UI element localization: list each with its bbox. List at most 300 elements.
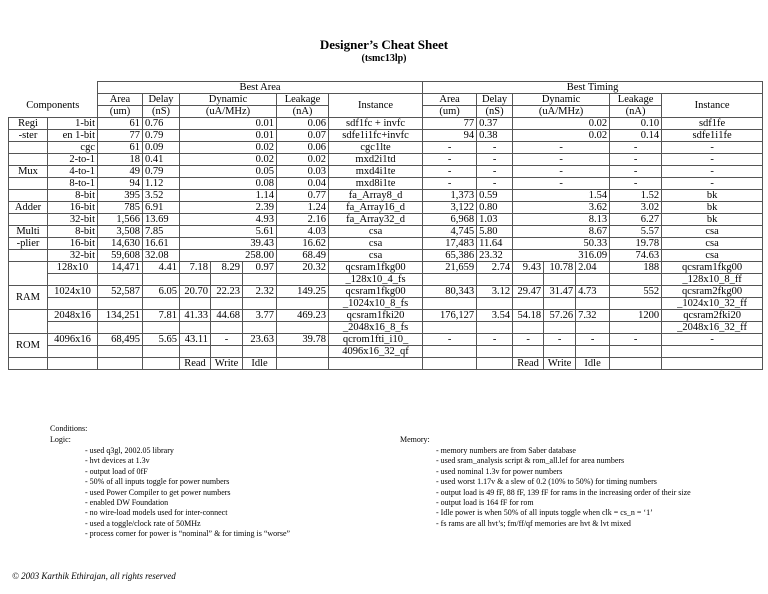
cell: 0.41 [143, 154, 180, 166]
cell: - [477, 334, 513, 346]
cell: 5.57 [610, 226, 662, 238]
cell: 0.37 [477, 118, 513, 130]
cell: - [477, 178, 513, 190]
cell: - [662, 154, 763, 166]
cell: 29.47 [513, 286, 544, 298]
cell: 0.59 [477, 190, 513, 202]
cell: 3.77 [243, 310, 277, 322]
cell: bk [662, 190, 763, 202]
cell: qcsram1fki20 [329, 310, 423, 322]
group-label [9, 178, 48, 190]
cell: 0.01 [180, 130, 277, 142]
list-item: - fs rams are all hvt’s; fm/ff/qf memories are hvt & lvt mixed [436, 518, 631, 528]
cell: 61 [98, 118, 143, 130]
header-row-2 [9, 94, 763, 106]
cell: 65,386 [423, 250, 477, 262]
cell: 3.62 [513, 202, 610, 214]
cell [143, 358, 180, 370]
cell [277, 298, 329, 310]
cell: 43.11 [180, 334, 211, 346]
cell: 5.80 [477, 226, 513, 238]
group-label: RAM [9, 286, 48, 310]
cell: 31.47 [544, 286, 576, 298]
list-item: - used a toggle/clock rate of 50MHz [85, 518, 201, 528]
cell [610, 358, 662, 370]
cell: 0.06 [277, 118, 329, 130]
cell [211, 298, 243, 310]
cell: 6,968 [423, 214, 477, 226]
row-label: 32-bit [48, 250, 98, 262]
cell: - [423, 154, 477, 166]
cell [98, 322, 143, 334]
cell: 39.78 [277, 334, 329, 346]
cell: 188 [610, 262, 662, 274]
cell: sdf1fc + invfc [329, 118, 423, 130]
cell [513, 322, 544, 334]
cell: 4.03 [277, 226, 329, 238]
cell [48, 298, 98, 310]
cell: - [477, 142, 513, 154]
cell: 0.76 [143, 118, 180, 130]
list-item: - enabled DW Foundation [85, 498, 169, 508]
cell [477, 346, 513, 358]
cell: 0.80 [477, 202, 513, 214]
cell: 2.16 [277, 214, 329, 226]
delay-header: Delay [477, 94, 513, 106]
cell: 2.32 [243, 286, 277, 298]
cell: 1.24 [277, 202, 329, 214]
group-label [9, 190, 48, 202]
cell: 785 [98, 202, 143, 214]
cell [98, 358, 143, 370]
group-label [9, 262, 48, 286]
cell: 258.00 [180, 250, 277, 262]
cell [48, 322, 98, 334]
cell: 14,630 [98, 238, 143, 250]
cell: _128x10_4_fs [329, 274, 423, 286]
cell: 6.05 [143, 286, 180, 298]
table-row [9, 310, 763, 322]
cell: 77 [98, 130, 143, 142]
cell [277, 322, 329, 334]
cell: cgc1lte [329, 142, 423, 154]
instance-header: Instance [662, 94, 763, 118]
cell [211, 274, 243, 286]
cell: 0.14 [610, 130, 662, 142]
cell: - [513, 178, 610, 190]
cell: 2.39 [180, 202, 277, 214]
cell: 0.02 [513, 118, 610, 130]
cell: 0.03 [277, 166, 329, 178]
cell: 3.54 [477, 310, 513, 322]
cell: 6.27 [610, 214, 662, 226]
cell [98, 274, 143, 286]
table-row [9, 298, 763, 310]
cell: mxd2i1td [329, 154, 423, 166]
area-unit: (um) [423, 106, 477, 118]
cell: - [423, 178, 477, 190]
cell: 8.67 [513, 226, 610, 238]
cell [576, 346, 610, 358]
cell: 59,608 [98, 250, 143, 262]
components-header: Components [9, 94, 98, 118]
delay-unit: (nS) [143, 106, 180, 118]
cell [544, 346, 576, 358]
cell: bk [662, 214, 763, 226]
table-row [9, 202, 763, 214]
list-item: - 50% of all inputs toggle for power numbers [85, 477, 230, 487]
group-label: -plier [9, 238, 48, 250]
table-row [9, 118, 763, 130]
table-row [9, 214, 763, 226]
cell: 7.81 [143, 310, 180, 322]
cell: 0.77 [277, 190, 329, 202]
group-label: ROM [9, 334, 48, 358]
cell: 18 [98, 154, 143, 166]
memory-label: Memory: [400, 435, 430, 444]
cell: csa [329, 226, 423, 238]
cell [48, 358, 98, 370]
cell: 23.63 [243, 334, 277, 346]
cell [513, 298, 544, 310]
area-header: Area [98, 94, 143, 106]
cell: 1,566 [98, 214, 143, 226]
list-item: - output load of 0fF [85, 466, 148, 476]
cell: - [513, 166, 610, 178]
cell: mxd4i1te [329, 166, 423, 178]
cell [513, 346, 544, 358]
cell: 16.62 [277, 238, 329, 250]
cell: 3,508 [98, 226, 143, 238]
group-label [9, 142, 48, 154]
cell: 0.04 [277, 178, 329, 190]
cell: 52,587 [98, 286, 143, 298]
cell: 0.02 [180, 154, 277, 166]
cell: 134,251 [98, 310, 143, 322]
cell: 8.13 [513, 214, 610, 226]
cell: 41.33 [180, 310, 211, 322]
table-row [9, 262, 763, 274]
leakage-unit: (nA) [277, 106, 329, 118]
page-title: Designer’s Cheat Sheet [319, 37, 449, 52]
cell: sdfe1i1fc+invfc [329, 130, 423, 142]
row-label: 1024x10 [48, 286, 98, 298]
cell: 0.79 [143, 130, 180, 142]
cell: - [477, 166, 513, 178]
cell [277, 274, 329, 286]
cell: 0.79 [143, 166, 180, 178]
group-label [9, 154, 48, 166]
table-row [9, 334, 763, 346]
idle-label: Idle [243, 358, 277, 370]
cell: 4.93 [180, 214, 277, 226]
cell [610, 298, 662, 310]
cell [143, 346, 180, 358]
cell: - [477, 154, 513, 166]
cell: - [662, 142, 763, 154]
cell: - [423, 334, 477, 346]
row-label: 1-bit [48, 118, 98, 130]
cell: 11.64 [477, 238, 513, 250]
cell [243, 322, 277, 334]
delay-header: Delay [143, 94, 180, 106]
cell: 3.02 [610, 202, 662, 214]
power-mode-row [9, 358, 763, 370]
group-label: Mux [9, 166, 48, 178]
cell: 21,659 [423, 262, 477, 274]
cell: _2048x16_32_ff [662, 322, 763, 334]
cell: _2048x16_8_fs [329, 322, 423, 334]
row-label: 2-to-1 [48, 154, 98, 166]
cell [9, 358, 48, 370]
cell [544, 298, 576, 310]
group-label: Regi [9, 118, 48, 130]
cell [513, 274, 544, 286]
cell: qcsram1fkg00 [329, 286, 423, 298]
cell: 32.08 [143, 250, 180, 262]
cell: qcsram1fkg00 [662, 262, 763, 274]
cell: qcsram1fkg00 [329, 262, 423, 274]
cell [243, 274, 277, 286]
cell: fa_Array8_d [329, 190, 423, 202]
list-item: - used worst 1.17v & a slew of 0.2 (10% to 50%) for timing numbers [436, 477, 657, 487]
cell: qcsram2fkg00 [662, 286, 763, 298]
cell [423, 358, 477, 370]
best-area-header: Best Area [98, 82, 423, 94]
cell: 49 [98, 166, 143, 178]
cell: 39.43 [180, 238, 277, 250]
header-row-1 [9, 82, 763, 94]
cell: 94 [423, 130, 477, 142]
cell [143, 274, 180, 286]
cell: 8.29 [211, 262, 243, 274]
cell [98, 298, 143, 310]
cell: 0.02 [513, 130, 610, 142]
cell: 0.02 [277, 154, 329, 166]
cell: qcrom1fti_i10_ [329, 334, 423, 346]
list-item: - memory numbers are from Saber database [436, 446, 576, 455]
table-row [9, 286, 763, 298]
cell: 176,127 [423, 310, 477, 322]
cell [423, 298, 477, 310]
row-label: cgc [48, 142, 98, 154]
cell: fa_Array16_d [329, 202, 423, 214]
conditions-label: Conditions: [50, 424, 88, 433]
write-label: Write [544, 358, 576, 370]
cell: 552 [610, 286, 662, 298]
cell: 13.69 [143, 214, 180, 226]
cell: - [610, 142, 662, 154]
cell: 4096x16_32_qf [329, 346, 423, 358]
cell [180, 298, 211, 310]
cell: 17,483 [423, 238, 477, 250]
cell: 7.18 [180, 262, 211, 274]
table-row [9, 274, 763, 286]
cell: csa [329, 250, 423, 262]
cell: 23.32 [477, 250, 513, 262]
cell: 1,373 [423, 190, 477, 202]
cell: 0.01 [180, 118, 277, 130]
header-blank [48, 82, 98, 94]
row-label: 128x10 [48, 262, 98, 274]
cell: 5.65 [143, 334, 180, 346]
cell: - [544, 334, 576, 346]
table-row [9, 346, 763, 358]
group-label: -ster [9, 130, 48, 142]
cell: 0.02 [180, 142, 277, 154]
cell: 68.49 [277, 250, 329, 262]
cell: - [513, 154, 610, 166]
cell [576, 274, 610, 286]
read-label: Read [513, 358, 544, 370]
group-label: Adder [9, 202, 48, 214]
cell: 20.32 [277, 262, 329, 274]
cell: 0.08 [180, 178, 277, 190]
row-label: 2048x16 [48, 310, 98, 322]
cell: 7.32 [576, 310, 610, 322]
list-item: - output load is 164 fF for rom [436, 498, 534, 508]
cell: 7.85 [143, 226, 180, 238]
page-subtitle: (tsmc13lp) [361, 53, 407, 64]
area-unit: (um) [98, 106, 143, 118]
copyright-notice: © 2003 Karthik Ethirajan, all rights reserved [12, 571, 176, 581]
cell [576, 322, 610, 334]
cell: 1.12 [143, 178, 180, 190]
list-item: - used nominal 1.3v for power numbers [436, 466, 563, 476]
cell: 19.78 [610, 238, 662, 250]
delay-unit: (nS) [477, 106, 513, 118]
cell: 395 [98, 190, 143, 202]
cell: 0.05 [180, 166, 277, 178]
cell: - [610, 154, 662, 166]
cell: 4.73 [576, 286, 610, 298]
cheat-sheet-table [8, 81, 763, 370]
list-item: - used Power Compiler to get power numbers [85, 487, 231, 497]
cell [477, 322, 513, 334]
list-item: - no wire-load models used for inter-connect [85, 508, 228, 518]
cell: 0.10 [610, 118, 662, 130]
cell: 0.97 [243, 262, 277, 274]
cell [423, 274, 477, 286]
cell: _128x10_8_ff [662, 274, 763, 286]
cell [477, 274, 513, 286]
cell: 9.43 [513, 262, 544, 274]
cell: - [662, 166, 763, 178]
cell [477, 358, 513, 370]
cell [48, 274, 98, 286]
table-row [9, 178, 763, 190]
cell: 10.78 [544, 262, 576, 274]
cell [277, 358, 329, 370]
cell: 0.09 [143, 142, 180, 154]
cell [243, 298, 277, 310]
cell: _1024x10_32_ff [662, 298, 763, 310]
dynamic-unit: (uA/MHz) [180, 106, 277, 118]
row-label: 16-bit [48, 238, 98, 250]
cell [211, 346, 243, 358]
list-item: - process corner for power is “nominal” & for timing is “worse” [85, 529, 291, 539]
table-row [9, 322, 763, 334]
cell: 14,471 [98, 262, 143, 274]
row-label: 16-bit [48, 202, 98, 214]
cell: 54.18 [513, 310, 544, 322]
list-item: - hvt devices at 1.3v [85, 456, 150, 466]
cell [477, 298, 513, 310]
cell: 50.33 [513, 238, 610, 250]
cell: qcsram2fki20 [662, 310, 763, 322]
cell: 68,495 [98, 334, 143, 346]
cell [180, 346, 211, 358]
cell: 44.68 [211, 310, 243, 322]
leakage-unit: (nA) [610, 106, 662, 118]
list-item: - used sram_analysis script & rom_all.lef for area numbers [436, 456, 625, 466]
cell: 3.52 [143, 190, 180, 202]
cell: 94 [98, 178, 143, 190]
cell: 4.41 [143, 262, 180, 274]
cell: - [576, 334, 610, 346]
cell [243, 346, 277, 358]
cell: 80,343 [423, 286, 477, 298]
row-label: 4-to-1 [48, 166, 98, 178]
table-row [9, 190, 763, 202]
cell: csa [662, 250, 763, 262]
cell: 316.09 [513, 250, 610, 262]
row-label: 32-bit [48, 214, 98, 226]
cell: 1200 [610, 310, 662, 322]
cell [423, 322, 477, 334]
cell: - [423, 142, 477, 154]
instance-header: Instance [329, 94, 423, 118]
table-row [9, 142, 763, 154]
cell: 0.06 [277, 142, 329, 154]
dynamic-header: Dynamic [180, 94, 277, 106]
cell: bk [662, 202, 763, 214]
cell [211, 322, 243, 334]
leakage-header: Leakage [610, 94, 662, 106]
row-label: 8-bit [48, 226, 98, 238]
cell: csa [329, 238, 423, 250]
cell: csa [662, 226, 763, 238]
cell [610, 274, 662, 286]
cell: - [513, 142, 610, 154]
cell: 77 [423, 118, 477, 130]
cell: 4,745 [423, 226, 477, 238]
logic-label: Logic: [50, 435, 71, 444]
cell [48, 346, 98, 358]
cell: 74.63 [610, 250, 662, 262]
cell [423, 346, 477, 358]
cell [610, 322, 662, 334]
cell: 16.61 [143, 238, 180, 250]
idle-label: Idle [576, 358, 610, 370]
cell: 57.26 [544, 310, 576, 322]
cell: sdfe1i1fe [662, 130, 763, 142]
leakage-header: Leakage [277, 94, 329, 106]
list-item: - used q3gl, 2002.05 library [85, 446, 174, 455]
memory-notes-list [436, 446, 691, 529]
logic-notes-list [85, 446, 290, 540]
cell: - [610, 166, 662, 178]
cell [143, 322, 180, 334]
cell: 149.25 [277, 286, 329, 298]
cell: - [610, 334, 662, 346]
cell [277, 346, 329, 358]
cell: 1.14 [180, 190, 277, 202]
header-blank [9, 82, 48, 94]
table-row [9, 166, 763, 178]
cell: - [610, 178, 662, 190]
cell: 469.23 [277, 310, 329, 322]
